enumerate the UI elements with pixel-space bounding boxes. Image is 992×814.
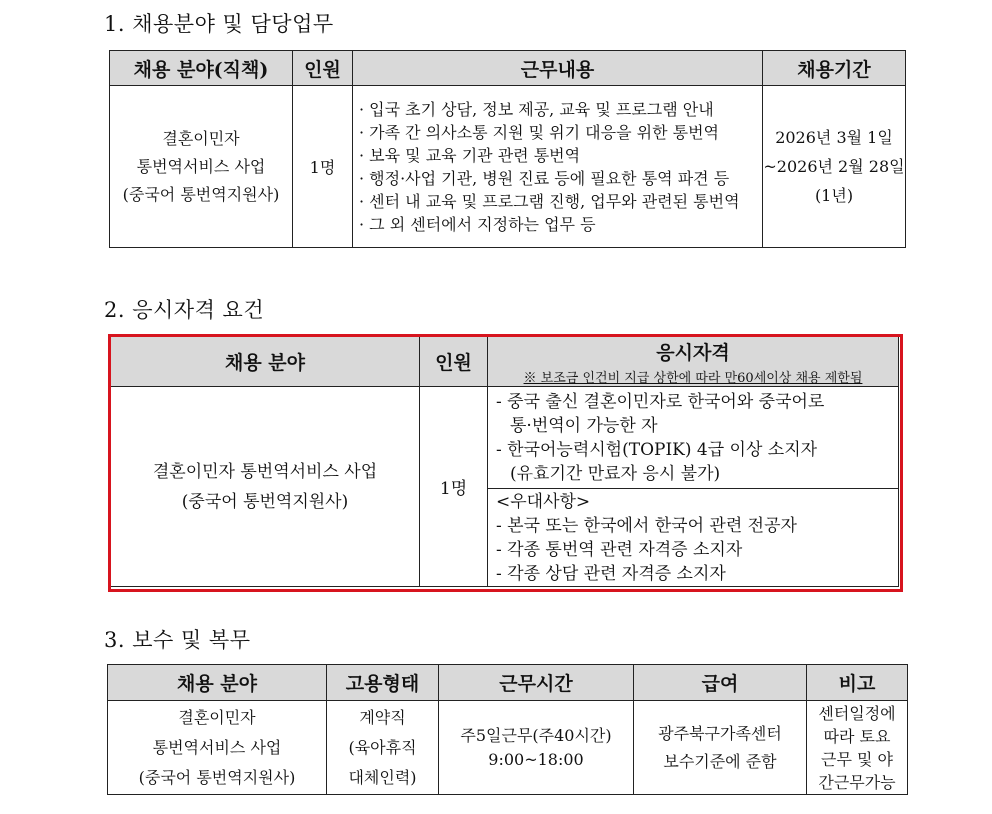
duty-item: · 센터 내 교육 및 프로그램 진행, 업무와 관련된 통번역 (359, 191, 740, 211)
preferences-cell (488, 489, 899, 587)
header-count: 인원 (293, 51, 353, 86)
header-salary: 급여 (634, 665, 807, 701)
salary-cell (634, 701, 807, 795)
hours-line: 주5일근무(주40시간) (460, 725, 612, 745)
salary-line: 광주북구가족센터 (658, 723, 782, 743)
field-line: 결혼이민자 (162, 128, 240, 148)
qualification-title: 응시자격 (656, 341, 730, 364)
duty-item: · 그 외 센터에서 지정하는 업무 등 (359, 214, 596, 234)
requirements-cell (488, 387, 899, 489)
field-line: (중국어 통번역지원사) (138, 767, 296, 787)
field-line: (중국어 통번역지원사) (122, 184, 280, 204)
header-field: 채용 분야 (108, 665, 327, 701)
note-line: 간근무가능 (818, 772, 896, 792)
hours-line: 9:00~18:00 (488, 749, 584, 769)
preference-line: <우대사항> (496, 491, 591, 512)
header-field: 채용 분야 (111, 337, 420, 387)
duties-cell (353, 86, 763, 248)
note-cell (807, 701, 908, 795)
field-line: 결혼이민자 (178, 707, 256, 727)
section-2-title: 2. 응시자격 요건 (104, 298, 265, 322)
header-qualification (488, 337, 899, 387)
salary-line: 보수기준에 준함 (663, 751, 777, 771)
employment-line: 계약직 (359, 707, 406, 727)
field-line: 결혼이민자 통번역서비스 사업 (152, 461, 378, 482)
field-line: (중국어 통번역지원사) (181, 491, 349, 512)
hours-cell (439, 701, 634, 795)
duty-item: · 보육 및 교육 기관 관련 통번역 (359, 145, 581, 165)
header-period: 채용기간 (763, 51, 906, 86)
note-line: 센터일정에 (818, 703, 896, 723)
employment-line: 대체인력) (348, 767, 417, 787)
period-line: ~2026년 2월 28일 (763, 157, 905, 176)
note-line: 근무 및 야 (821, 749, 893, 769)
age-limit-note: ※ 보조금 인건비 지급 상한에 따라 만60세이상 채용 제한됨 (523, 370, 863, 386)
requirement-line: (유효기간 만료자 응시 불가) (510, 463, 721, 484)
count-cell: 1명 (293, 86, 353, 248)
period-line: 2026년 3월 1일 (775, 128, 893, 147)
count-cell: 1명 (420, 387, 488, 587)
field-cell (110, 86, 293, 248)
field-cell (111, 387, 420, 587)
header-note: 비고 (807, 665, 908, 701)
preference-line: - 각종 통번역 관련 자격증 소지자 (496, 539, 743, 560)
requirement-line: - 중국 출신 결혼이민자로 한국어와 중국어로 (496, 391, 825, 412)
preference-line: - 본국 또는 한국에서 한국어 관련 전공자 (496, 515, 797, 536)
field-line: 통번역서비스 사업 (136, 156, 266, 176)
header-duties: 근무내용 (353, 51, 763, 86)
duty-item: · 가족 간 의사소통 지원 및 위기 대응을 위한 통번역 (359, 122, 719, 142)
header-hours: 근무시간 (439, 665, 634, 701)
compensation-table (107, 664, 908, 795)
note-line: 따라 토요 (823, 726, 891, 746)
section-1-title: 1. 채용분야 및 담당업무 (104, 12, 334, 36)
preference-line: - 각종 상담 관련 자격증 소지자 (496, 563, 726, 584)
qualification-table (110, 336, 899, 587)
header-count: 인원 (420, 337, 488, 387)
header-field: 채용 분야(직책) (110, 51, 293, 86)
requirement-line: 통·번역이 가능한 자 (510, 415, 658, 436)
employment-line: (육아휴직 (348, 737, 417, 757)
field-cell (108, 701, 327, 795)
employment-cell (327, 701, 439, 795)
period-line: (1년) (814, 186, 854, 205)
period-cell (763, 86, 906, 248)
duties-table (109, 50, 906, 248)
duty-item: · 입국 초기 상담, 정보 제공, 교육 및 프로그램 안내 (359, 99, 714, 119)
field-line: 통번역서비스 사업 (152, 737, 282, 757)
duty-item: · 행정·사업 기관, 병원 진료 등에 필요한 통역 파견 등 (359, 168, 730, 188)
requirement-line: - 한국어능력시험(TOPIK) 4급 이상 소지자 (496, 439, 818, 460)
header-employment: 고용형태 (327, 665, 439, 701)
section-3-title: 3. 보수 및 복무 (104, 628, 251, 652)
